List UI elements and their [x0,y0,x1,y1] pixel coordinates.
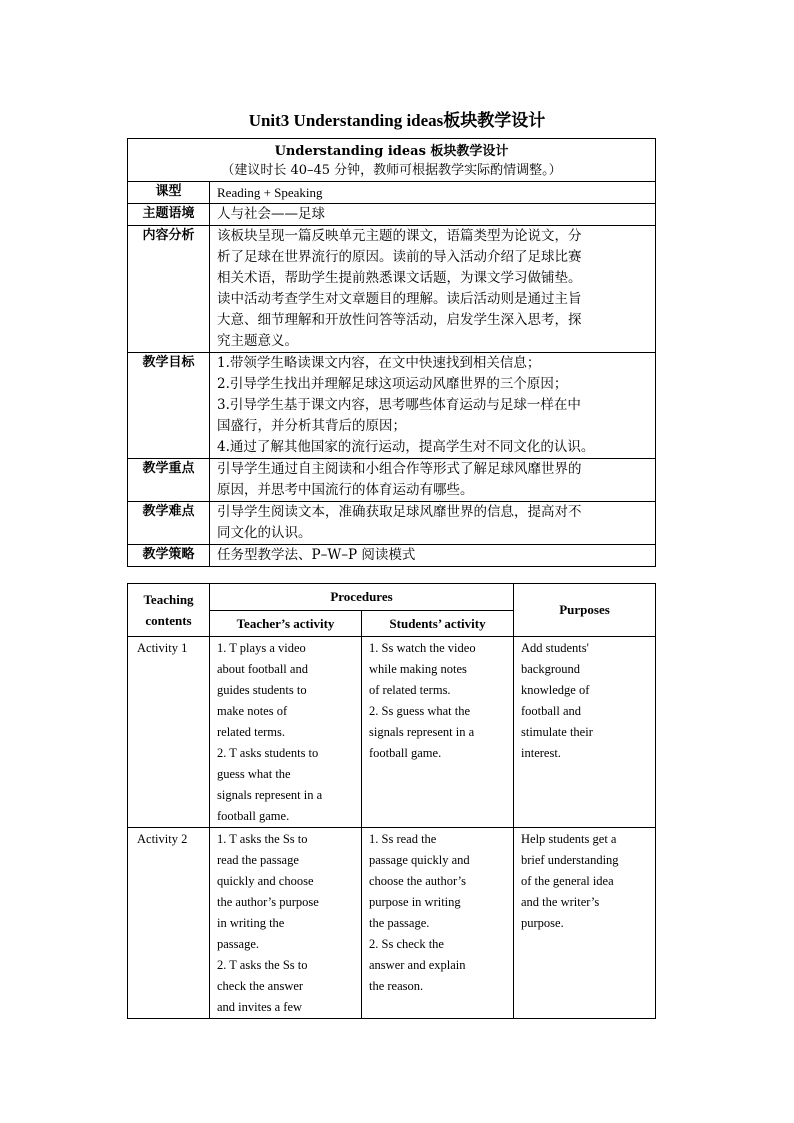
overview-row-difficulties [128,502,656,545]
row-label: 教学重点 [128,459,210,502]
teacher-activity-cell: 1. T asks the Ss to read the passage quickly and choose the author’s purpose in writing the passage. 2. T asks the Ss to check the answer and invites a few [210,828,362,1019]
teacher-activity-cell: 1. T plays a video about football and guides students to make notes of related terms. 2. T asks students to guess what the signals represent in a football game. [210,637,362,828]
row-label: 主题语境 [128,204,210,226]
overview-row-key-points [128,459,656,502]
row-value: Reading + Speaking [210,182,656,204]
activity-label: Activity 2 [128,828,210,1019]
overview-header-note: （建议时长 40–45 分钟，教师可根据教学实际酌情调整。） [221,163,562,178]
row-label: 内容分析 [128,226,210,353]
students-activity-cell: 1. Ss watch the video while making notes of related terms. 2. Ss guess what the signals represent in a football game. [362,637,514,828]
row-label: 教学策略 [128,545,210,567]
activity-row-1 [128,637,656,828]
purposes-cell: Add students' background knowledge of football and stimulate their interest. [514,637,656,828]
document-title: Unit3 Understanding ideas板块教学设计 [248,111,546,130]
row-label: 教学难点 [128,502,210,545]
overview-row-objectives [128,353,656,459]
row-value: 人与社会——足球 [210,204,656,226]
teaching-contents-header: Teaching contents [128,584,210,637]
procedures-header-row [128,584,656,611]
overview-header [128,139,656,182]
activity-row-2 [128,828,656,1019]
overview-row-strategy [128,545,656,567]
row-value: 该板块呈现一篇反映单元主题的课文，语篇类型为论说文，分 析了足球在世界流行的原因。读前的导入活动介绍了足球比赛 相关术语，帮助学生提前熟悉课文话题，为课文学习做铺垫。 读中活动考查学生对文章题目的理解。读后活动则是通过主旨 大意、细节理解和开放性问答等活动，启发学生深入思考，探 究主题意义。 [210,226,656,353]
procedures-table [127,583,656,1019]
overview-table [127,138,656,567]
overview-row-theme [128,204,656,226]
teacher-activity-header: Teacher’s activity [210,611,362,637]
activity-label: Activity 1 [128,637,210,828]
procedures-header: Procedures [210,584,514,611]
students-activity-cell: 1. Ss read the passage quickly and choose the author’s purpose in writing the passage. 2. Ss check the answer and explain the reason. [362,828,514,1019]
overview-row-content-analysis [128,226,656,353]
purposes-header: Purposes [514,584,656,637]
students-activity-header: Students’ activity [362,611,514,637]
overview-header-title: Understanding ideas 板块教学设计 [274,144,509,159]
row-label: 教学目标 [128,353,210,459]
row-value: 任务型教学法、P–W–P 阅读模式 [210,545,656,567]
row-label: 课型 [128,182,210,204]
overview-header-row [128,139,656,182]
row-value: 引导学生通过自主阅读和小组合作等形式了解足球风靡世界的 原因，并思考中国流行的体育运动有哪些。 [210,459,656,502]
purposes-cell: Help students get a brief understanding of the general idea and the writer’s purpose. [514,828,656,1019]
row-value: 引导学生阅读文本，准确获取足球风靡世界的信息，提高对不 同文化的认识。 [210,502,656,545]
overview-row-lesson-type [128,182,656,204]
row-value: 1.带领学生略读课文内容，在文中快速找到相关信息； 2.引导学生找出并理解足球这项运动风靡世界的三个原因； 3.引导学生基于课文内容，思考哪些体育运动与足球一样在中 国盛行，并分析其背后的原因； 4.通过了解其他国家的流行运动，提高学生对不同文化的认识。 [210,353,656,459]
